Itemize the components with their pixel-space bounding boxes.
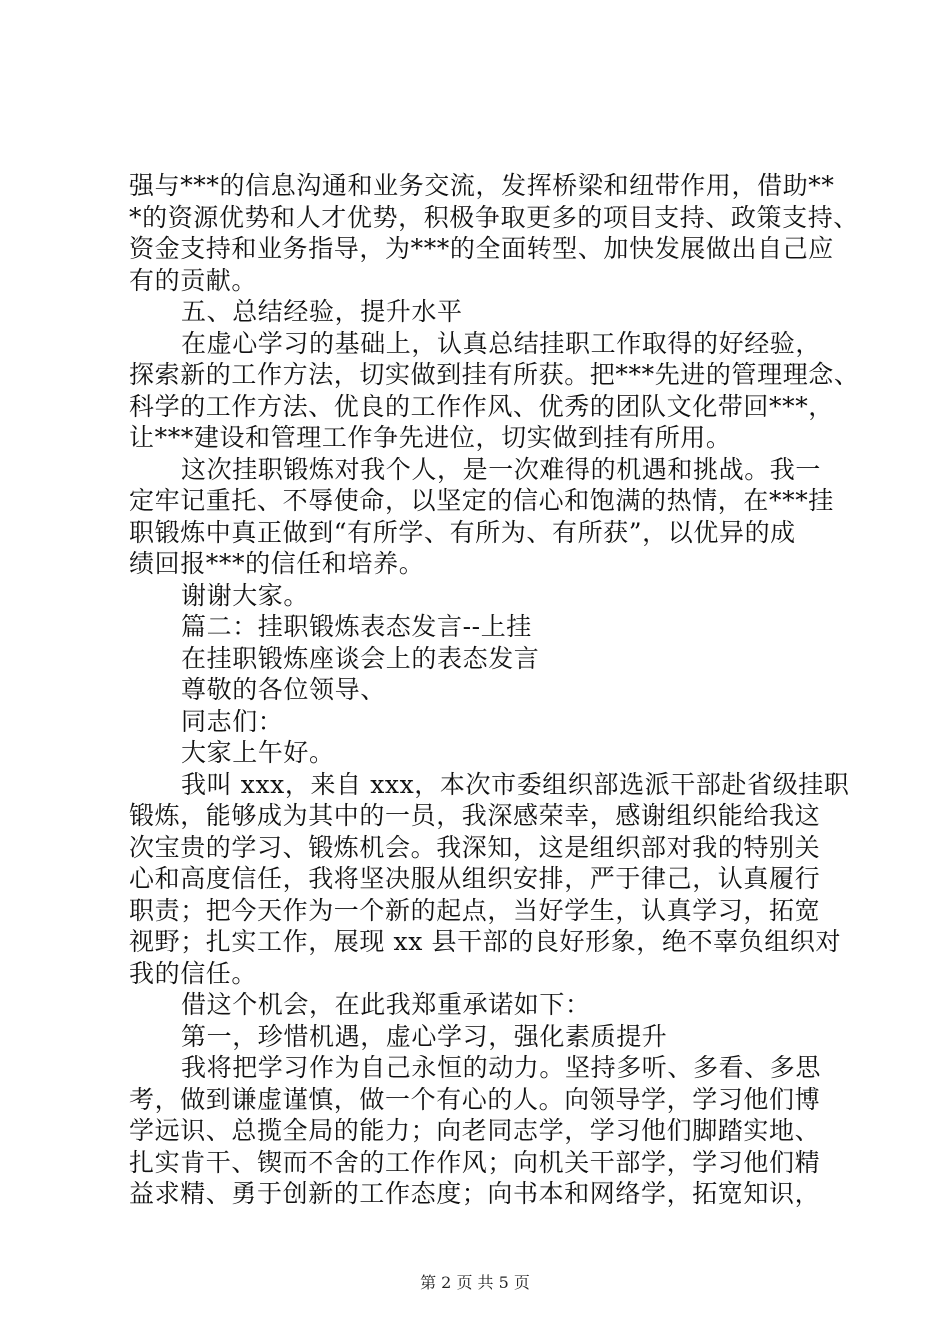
- text-line: 借这个机会，在此我郑重承诺如下：: [181, 990, 591, 1019]
- text-line: 科学的工作方法、优良的工作作风、优秀的团队文化带回***，: [129, 391, 834, 421]
- page-footer: 第 2 页 共 5 页: [420, 1273, 530, 1292]
- text-line: 我的信任。: [129, 958, 258, 988]
- text-line: 这次挂职锻炼对我个人，是一次难得的机遇和挑战。我一: [181, 454, 822, 484]
- text-line: 强与***的信息沟通和业务交流，发挥桥梁和纽带作用，借助**: [129, 171, 835, 200]
- text-line: 让***建设和管理工作争先进位，切实做到挂有所用。: [129, 423, 732, 452]
- text-line: 五、总结经验，提升水平: [181, 297, 463, 326]
- text-line: 谢谢大家。: [181, 580, 310, 610]
- text-line: 在挂职锻炼座谈会上的表态发言: [181, 643, 540, 673]
- text-line: 同志们：: [181, 706, 284, 736]
- text-line: 我叫 xxx，来自 xxx，本次市委组织部选派干部赴省级挂职: [181, 769, 850, 799]
- text-line: 定牢记重托、不辱使命，以坚定的信心和饱满的热情，在***挂: [129, 486, 834, 515]
- text-line: *的资源优势和人才优势，积极争取更多的项目支持、政策支持、: [129, 202, 859, 232]
- text-line: 尊敬的各位领导、: [181, 675, 386, 704]
- text-line: 职锻炼中真正做到“有所学、有所为、有所获”，以优异的成: [129, 517, 796, 547]
- text-line: 资金支持和业务指导，为***的全面转型、加快发展做出自己应: [129, 234, 834, 263]
- text-line: 第一，珍惜机遇，虚心学习，强化素质提升: [181, 1021, 668, 1051]
- text-line: 锻炼，能够成为其中的一员，我深感荣幸，感谢组织能给我这: [129, 801, 821, 830]
- text-line: 探索新的工作方法，切实做到挂有所获。把***先进的管理理念、: [129, 360, 860, 389]
- text-line: 心和高度信任，我将坚决服从组织安排，严于律己，认真履行: [129, 864, 821, 893]
- text-line: 次宝贵的学习、锻炼机会。我深知，这是组织部对我的特别关: [129, 832, 821, 862]
- text-line: 扎实肯干、锲而不舍的工作作风；向机关干部学，学习他们精: [129, 1147, 821, 1177]
- text-line: 有的贡献。: [129, 265, 258, 295]
- text-line: 篇二：挂职锻炼表态发言--上挂: [181, 612, 532, 641]
- document-body: [129, 170, 860, 1210]
- text-line: 我将把学习作为自己永恒的动力。坚持多听、多看、多思: [181, 1053, 822, 1082]
- text-line: 职责；把今天作为一个新的起点，当好学生，认真学习，拓宽: [129, 895, 821, 925]
- text-line: 大家上午好。: [181, 738, 335, 767]
- text-line: 视野；扎实工作，展现 xx 县干部的良好形象，绝不辜负组织对: [129, 927, 842, 956]
- text-line: 学远识、总揽全局的能力；向老同志学，学习他们脚踏实地、: [129, 1116, 821, 1145]
- text-line: 在虚心学习的基础上，认真总结挂职工作取得的好经验，: [181, 328, 822, 358]
- text-line: 益求精、勇于创新的工作态度；向书本和网络学，拓宽知识，: [129, 1179, 821, 1208]
- text-line: 绩回报***的信任和培养。: [129, 549, 425, 578]
- text-line: 考，做到谦虚谨慎，做一个有心的人。向领导学，学习他们博: [129, 1084, 821, 1114]
